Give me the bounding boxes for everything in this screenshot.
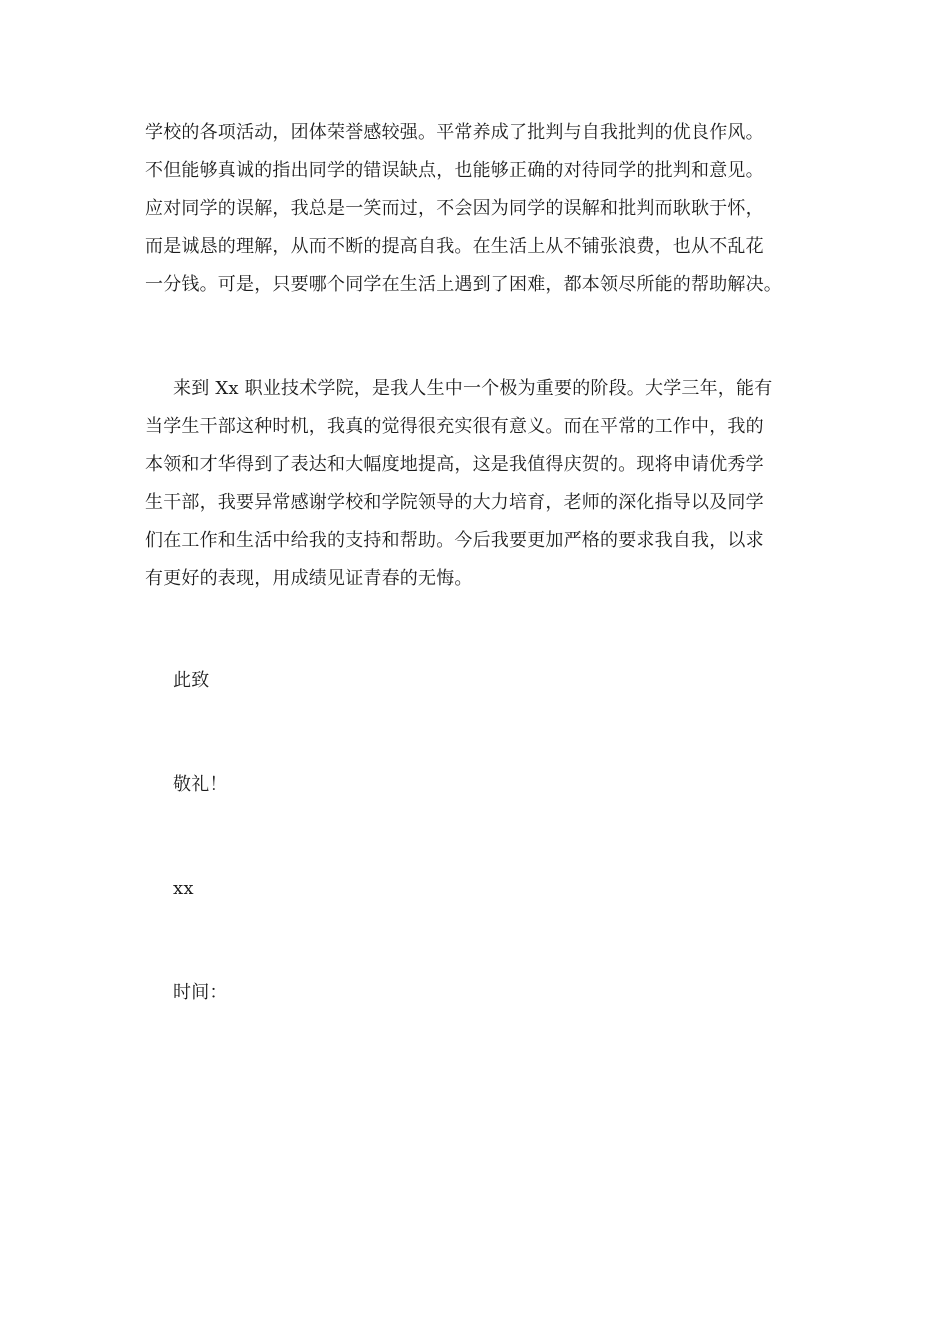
- paragraph-1-line-4: 而是诚恳的理解，从而不断的提高自我。在生活上从不铺张浪费，也从不乱花: [145, 236, 764, 257]
- paragraph-1-line-1: 学校的各项活动，团体荣誉感较强。平常养成了批判与自我批判的优良作风。: [145, 122, 764, 143]
- signature: xx: [173, 878, 194, 899]
- date-label: 时间：: [173, 982, 228, 1003]
- paragraph-2-line-5: 们在工作和生活中给我的支持和帮助。今后我要更加严格的要求我自我，以求: [145, 530, 764, 551]
- paragraph-2-line-3: 本领和才华得到了表达和大幅度地提高，这是我值得庆贺的。现将申请优秀学: [145, 454, 764, 475]
- paragraph-2-line-4: 生干部，我要异常感谢学校和学院领导的大力培育，老师的深化指导以及同学: [145, 492, 764, 513]
- paragraph-1-line-2: 不但能够真诚的指出同学的错误缺点，也能够正确的对待同学的批判和意见。: [145, 160, 764, 181]
- paragraph-2-line-2: 当学生干部这种时机，我真的觉得很充实很有意义。而在平常的工作中，我的: [145, 416, 764, 437]
- paragraph-1-line-3: 应对同学的误解，我总是一笑而过，不会因为同学的误解和批判而耿耿于怀，: [145, 198, 764, 219]
- closing-salutation: 此致: [173, 670, 210, 691]
- paragraph-1-line-5: 一分钱。可是，只要哪个同学在生活上遇到了困难，都本领尽所能的帮助解决。: [145, 274, 782, 295]
- paragraph-2-line-1: 来到 Xx 职业技术学院，是我人生中一个极为重要的阶段。大学三年，能有: [173, 378, 773, 399]
- closing-regards: 敬礼！: [173, 774, 228, 795]
- paragraph-2-line-6: 有更好的表现，用成绩见证青春的无悔。: [145, 568, 473, 589]
